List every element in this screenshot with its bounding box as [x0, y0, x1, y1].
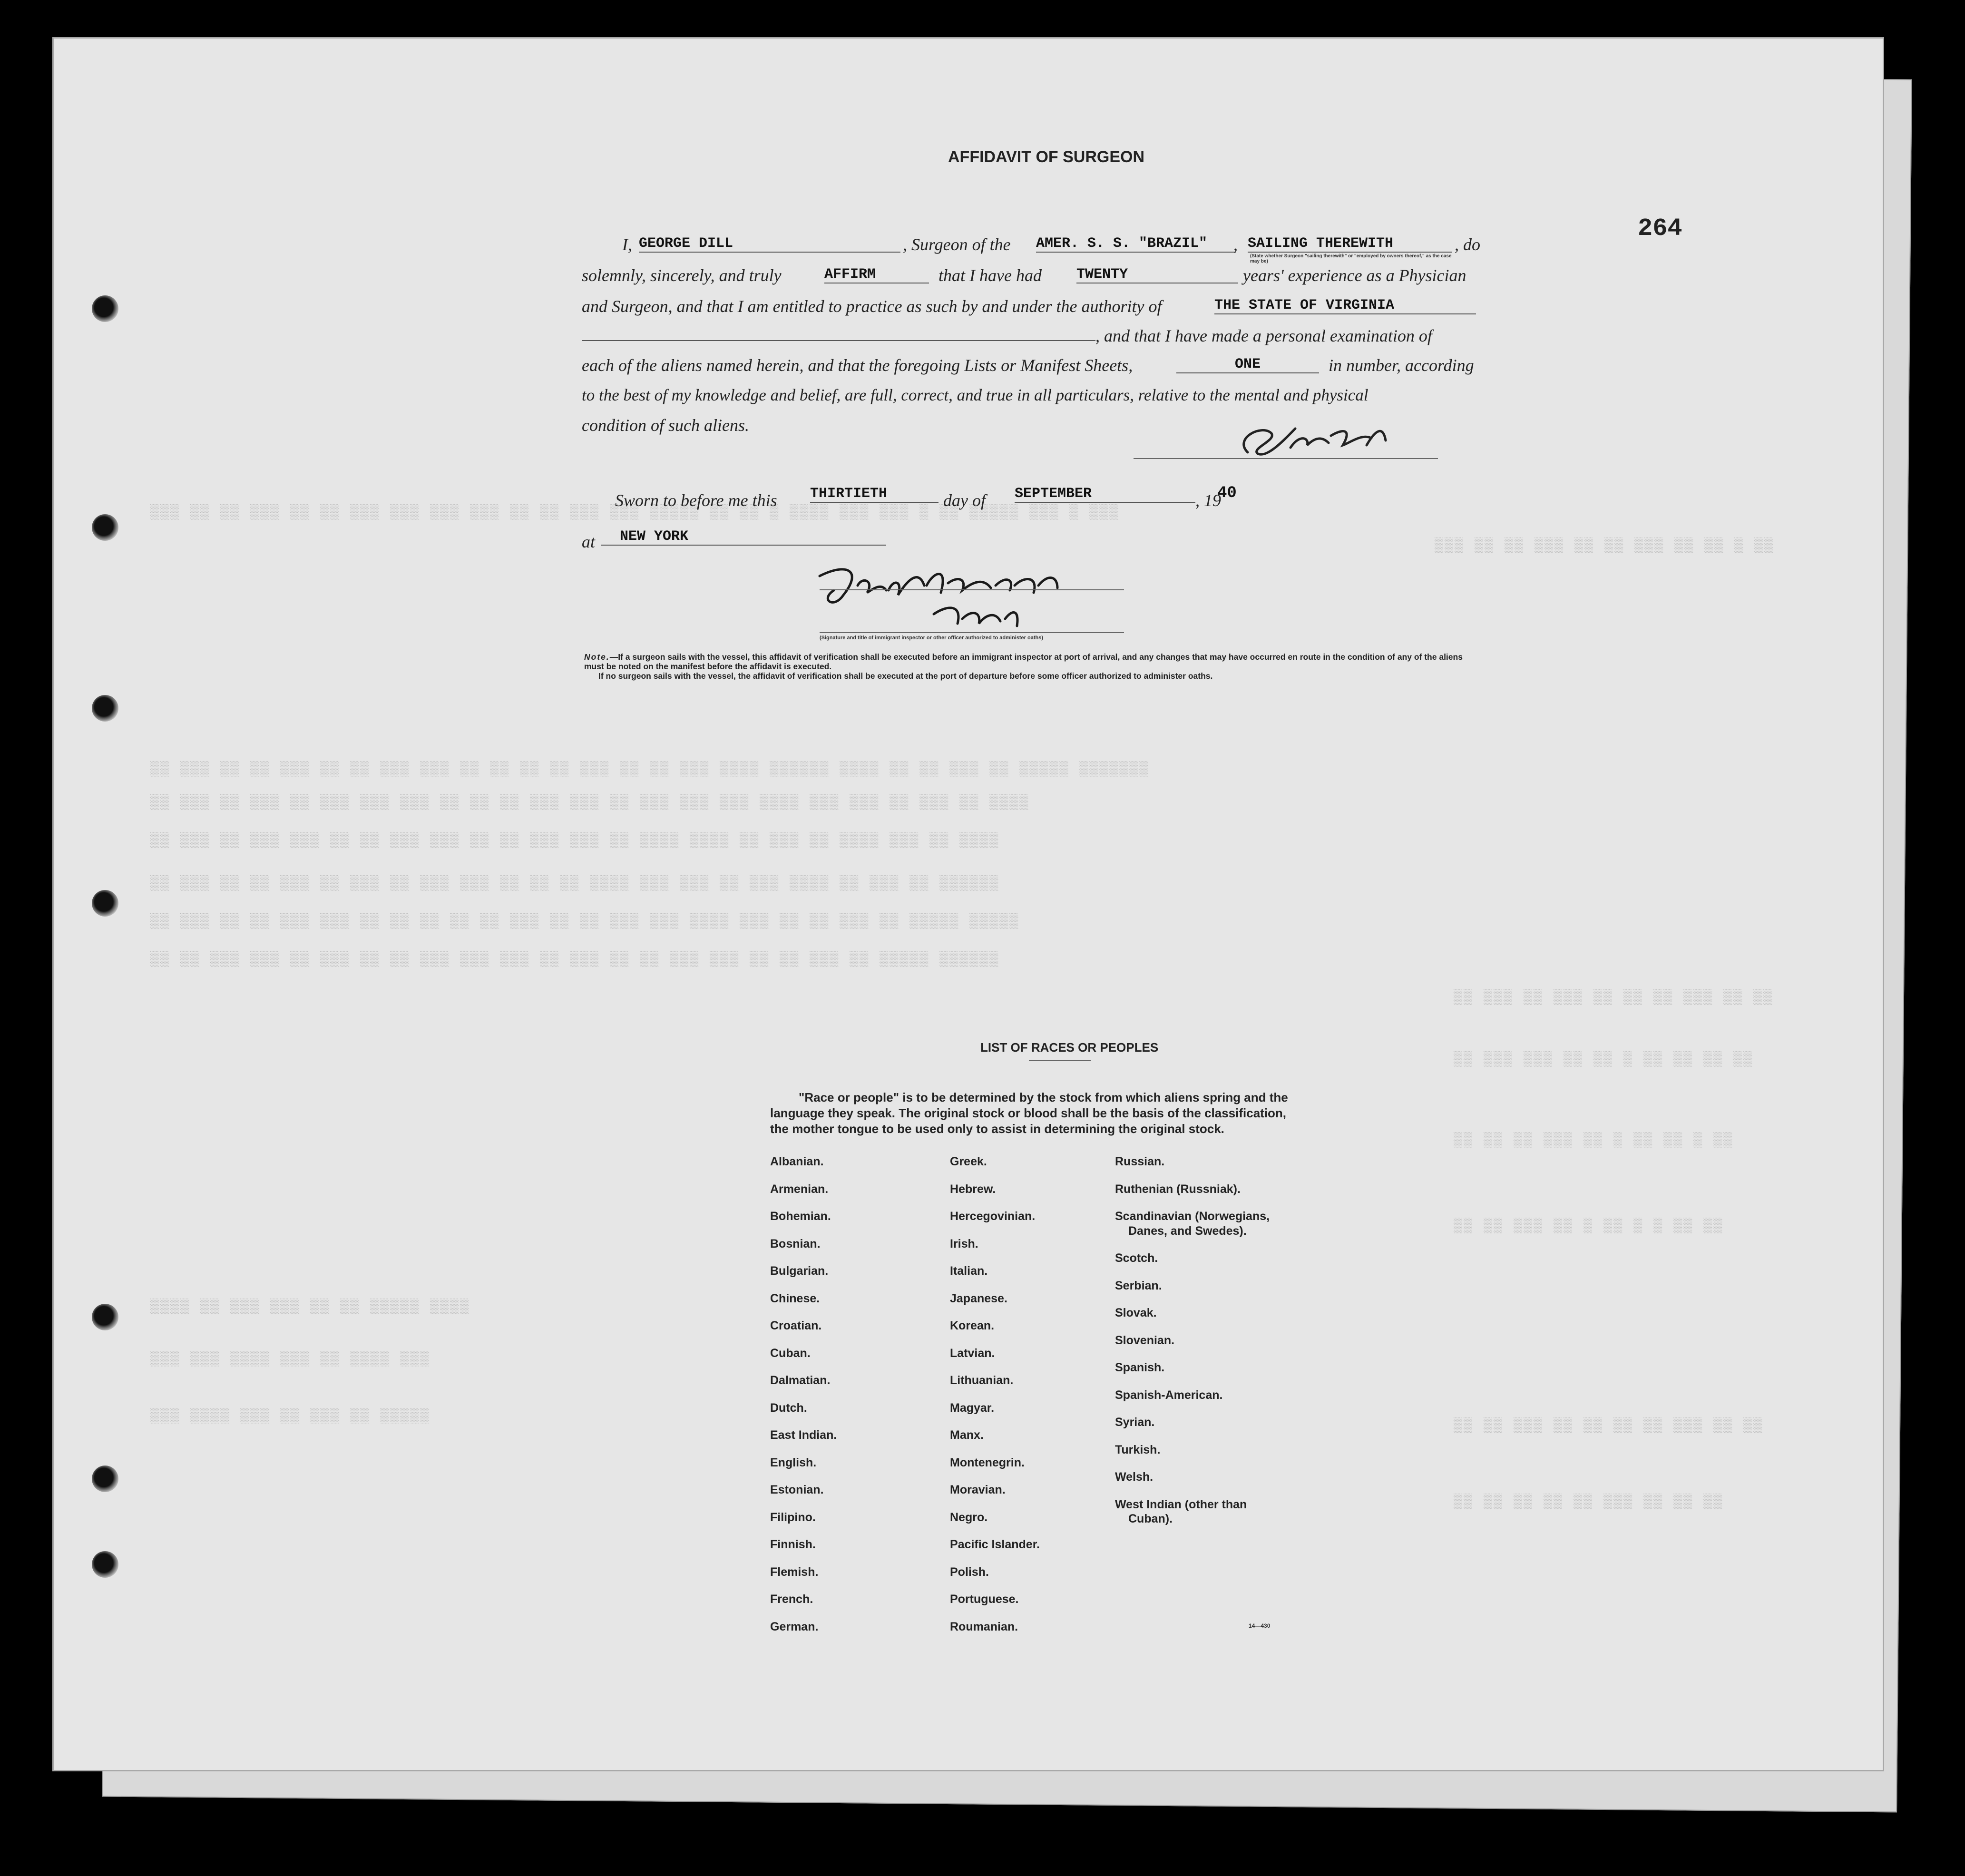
note-lead: Note.: [584, 652, 610, 662]
race-item: Dalmatian.: [770, 1374, 831, 1387]
sworn-year-field: 40: [1217, 484, 1237, 502]
race-item: Portuguese.: [950, 1593, 1019, 1606]
manifest-page: ▒▒▒ ▒ ▒▒▒ ▒▒▒▒▒ ▒▒ ▒ ▒▒▒ ▒▒▒ ▒▒▒▒ ▒ ▒▒ ▒▒ ▒▒▒▒▒ ▒▒▒ ▒▒▒ ▒▒ ▒▒ ▒▒▒ ▒▒▒ ▒▒▒ ▒▒▒ ▒▒ ▒▒ ▒▒▒ ▒▒ ▒▒ ▒▒▒ ▒▒ ▒ ▒▒ ▒▒ ▒▒▒ ▒▒ ▒▒ ▒▒▒ ▒▒ ▒▒ ▒▒▒ ▒▒▒▒▒▒▒ ▒▒▒▒▒ ▒▒ ▒▒▒ ▒▒ ▒▒ ▒▒▒▒ ▒▒▒▒▒▒ ▒▒▒▒ ▒▒▒ ▒▒ ▒▒ ▒▒▒ ▒▒ ▒▒ ▒▒ ▒▒ ▒▒▒ ▒▒▒ ▒▒ ▒▒ ▒▒▒ ▒▒ ▒▒ ▒▒▒ ▒▒ ▒▒▒▒ ▒▒ ▒▒▒ ▒▒ ▒▒▒ ▒▒▒ ▒▒▒▒ ▒▒▒ ▒▒▒ ▒▒▒ ▒▒ ▒▒▒ ▒▒▒ ▒▒ ▒▒ ▒▒ ▒▒▒ ▒▒▒ ▒▒▒ ▒▒ ▒▒▒ ▒▒ ▒▒▒ ▒▒ ▒▒▒▒ ▒▒ ▒▒▒ ▒▒▒▒ ▒▒ ▒▒▒ ▒▒ ▒▒▒▒ ▒▒▒▒ ▒▒ ▒▒▒ ▒▒▒ ▒▒ ▒▒ ▒▒▒ ▒▒▒ ▒▒ ▒▒ ▒▒▒ ▒▒▒ ▒▒ ▒▒▒ ▒▒ ▒▒▒▒▒▒ ▒▒ ▒▒▒ ▒▒ ▒▒▒▒ ▒▒▒ ▒▒ ▒▒▒ ▒▒▒ ▒▒▒▒ ▒▒ ▒▒ ▒▒ ▒▒▒ ▒▒▒ ▒▒ ▒▒▒ ▒▒ ▒▒▒ ▒▒ ▒▒ ▒▒▒ ▒▒ ▒▒▒▒▒ ▒▒▒▒▒ ▒▒ ▒▒▒ ▒▒ ▒▒ ▒▒▒ ▒▒▒▒ ▒▒▒ ▒▒▒ ▒▒ ▒▒ ▒▒▒ ▒▒ ▒▒ ▒▒ ▒▒ ▒▒ ▒▒▒ ▒▒▒ ▒▒ ▒▒ ▒▒▒ ▒▒ ▒▒▒▒▒▒ ▒▒▒▒▒ ▒▒ ▒▒▒ ▒▒ ▒▒ ▒▒▒ ▒▒▒ ▒▒ ▒▒ ▒▒▒ ▒▒ ▒▒▒ ▒▒▒ ▒▒▒ ▒▒ ▒▒ ▒▒▒ ▒▒ ▒▒▒ ▒▒▒ ▒▒ ▒▒ ▒▒ ▒▒ ▒▒▒ ▒▒ ▒▒ ▒▒ ▒▒▒ ▒▒ ▒▒▒ ▒▒ ▒▒ ▒▒ ▒▒ ▒▒ ▒ ▒▒ ▒▒ ▒▒▒ ▒▒▒ ▒▒ ▒▒ ▒ ▒▒ ▒▒ ▒ ▒▒ ▒▒▒ ▒▒ ▒▒ ▒▒ ▒▒ ▒▒ ▒ ▒ ▒▒ ▒ ▒▒ ▒▒▒ ▒▒ ▒▒ ▒▒▒▒ ▒▒▒▒▒ ▒▒ ▒▒ ▒▒▒ ▒▒▒ ▒▒ ▒▒▒▒ ▒▒▒ ▒▒▒▒ ▒▒ ▒▒▒ ▒▒▒▒ ▒▒▒ ▒▒▒ ▒▒▒▒▒ ▒▒ ▒▒▒ ▒▒ ▒▒▒ ▒▒▒▒ ▒▒▒ ▒▒ ▒▒ ▒▒▒ ▒▒ ▒▒ ▒▒ ▒▒ ▒▒▒ ▒▒ ▒▒ ▒▒ ▒▒ ▒▒ ▒▒▒ ▒▒ ▒▒ ▒▒ ▒▒ ▒▒ 264 AFFIDAVIT OF SURGEON I, GEORGE DILL , Surgeon of the AMER. S. S. "BRAZIL" , SAILING THEREWITH , do (State whether Surgeon "sailing therewith" or "employed by owners thereof," as the case may be) solemnly, sincerely, and truly AFFIRM that I have had TWENTY years' experience as a Physician and Surgeon, and that I am entitled to practice as such by and under the authority of THE STATE OF VIRGINIA , and that I have made a personal examination of each of the aliens named herein, and that the foregoing Lists or Manifest Sheets, ONE in number, according to the best of my knowledge and belief, are full, correct, and true in all particulars, relative to the mental and physical condition of such aliens. Sworn to before me this THIRTIETH day of SEPTEMBER , 19 40 at NEW YORK (Signature and title of immigrant inspector or other officer authorized to administer oaths) Note.—If a surgeon sails with the vessel, this affidavit of verification shall be executed before an immigrant inspector at port of arrival, and any changes that may have occurred en route in the condition of any of the aliens must be noted on the manifest before the affidavit is executed. If no surgeon sails with the vessel, the affidavit of verification shall be executed at the port of departure before some officer authorized to administer oaths. LIST OF RACES OR PEOPLES "Race or people" is to be determined by the stock from which aliens spring and the language they speak. The original stock or blood shall be the basis of the classification, the mother tongue to be used only to assist in determining the original stock. Albanian. Armenian. Bohemian. Bosnian. Bulgarian. Chinese. Croatian. Cuban. Dalmatian. Dutch. East Indian. English. Estonian. Filipino. Finnish. Flemish. French. German. Greek. Hebrew. Hercegovinian. Irish. Italian. Japanese. Korean. Latvian. Lithuanian. Magyar. Manx. Montenegrin. Moravian. Negro. Pacific Islander. Polish. Portuguese. Roumanian. Russian. Ruthenian (Russniak). Scandinavian (Norwegians, Danes, and Swedes). Scotch. Serbian. Slovak. Slovenian. Spanish. Spanish-American. Syrian. Turkish. Welsh. West Indian (other than Cuban). 14—430: [52, 37, 1884, 1771]
race-item: Armenian.: [770, 1182, 829, 1196]
race-item: Turkish.: [1115, 1443, 1161, 1456]
affidavit-text: , and that I have made a personal examination of: [1095, 326, 1432, 345]
race-item: Polish.: [950, 1565, 989, 1579]
sworn-text: at: [582, 532, 596, 551]
race-item: East Indian.: [770, 1428, 837, 1442]
race-item: Pacific Islander.: [950, 1538, 1040, 1551]
oath-type-field: AFFIRM: [824, 266, 929, 283]
sworn-text: day of: [943, 491, 986, 510]
race-item: Scotch.: [1115, 1251, 1158, 1265]
affidavit-text: ,: [1233, 235, 1238, 254]
race-item: Negro.: [950, 1510, 988, 1524]
affidavit-text: in number, according: [1329, 356, 1474, 375]
affidavit-text: , Surgeon of the: [903, 235, 1011, 254]
page-number: 264: [1638, 215, 1682, 243]
punch-hole: [92, 1304, 118, 1330]
surgeon-name-field: GEORGE DILL: [639, 235, 900, 253]
punch-hole: [92, 295, 118, 322]
race-item: English.: [770, 1456, 817, 1469]
years-field: TWENTY: [1076, 266, 1238, 283]
race-item: Scandinavian (Norwegians,: [1115, 1210, 1270, 1223]
inspector-line-2: [820, 632, 1124, 633]
races-intro-text: "Race or people" is to be determined by the stock from which aliens spring and the language they speak. The original stock or blood shall be the basis of the classification, the mother tongue to be used only to assist in determining the original stock.: [770, 1090, 1288, 1136]
affidavit-text: condition of such aliens.: [582, 416, 749, 435]
affidavit-text: I,: [622, 235, 632, 254]
race-item: Slovak.: [1115, 1306, 1157, 1319]
status-instruction: (State whether Surgeon "sailing therewith" or "employed by owners thereof," as the case may be): [1250, 254, 1452, 264]
sworn-month-field: SEPTEMBER: [1015, 486, 1195, 503]
races-title-rule: [1029, 1060, 1091, 1061]
race-item: Chinese.: [770, 1291, 820, 1305]
races-column-3: [1115, 1148, 1270, 1533]
affidavit-text: to the best of my knowledge and belief, are full, correct, and true in all particulars, relative to the mental and physical: [582, 386, 1369, 404]
race-item: Manx.: [950, 1428, 984, 1442]
affidavit-title: AFFIDAVIT OF SURGEON: [948, 148, 1145, 166]
race-item: Hercegovinian.: [950, 1210, 1036, 1223]
race-item: West Indian (other than: [1115, 1497, 1247, 1511]
inspector-signature: [791, 557, 1134, 643]
punch-hole: [92, 1466, 118, 1492]
vessel-name-field: AMER. S. S. "BRAZIL": [1036, 235, 1236, 253]
sworn-text: Sworn to before me this: [615, 491, 777, 510]
race-item: Danes, and Swedes).: [1128, 1224, 1247, 1238]
race-item: Spanish-American.: [1115, 1388, 1223, 1402]
race-item: Bohemian.: [770, 1210, 831, 1223]
race-item: Italian.: [950, 1264, 988, 1278]
race-item: Serbian.: [1115, 1279, 1162, 1292]
race-item: Korean.: [950, 1319, 995, 1332]
race-item: Syrian.: [1115, 1416, 1155, 1429]
race-item: Greek.: [950, 1155, 987, 1168]
race-item: Slovenian.: [1115, 1333, 1175, 1347]
affidavit-text: years' experience as a Physician: [1243, 266, 1466, 285]
affidavit-text: each of the aliens named herein, and that the foregoing Lists or Manifest Sheets,: [582, 356, 1133, 375]
note-text: —If a surgeon sails with the vessel, this affidavit of verification shall be executed before an immigrant inspector at port of arrival, and any changes that may have occurred en route in the condition of any of the aliens must be noted on the manifest before the affidavit is executed.: [584, 652, 1463, 671]
race-item: Welsh.: [1115, 1470, 1154, 1484]
inspector-caption: (Signature and title of immigrant inspector or other officer authorized to administer oaths): [820, 635, 1043, 641]
punch-hole: [92, 514, 118, 541]
sheet-count-field: ONE: [1176, 356, 1319, 373]
race-item: Finnish.: [770, 1538, 816, 1551]
race-item: Spanish.: [1115, 1361, 1165, 1374]
race-item: Hebrew.: [950, 1182, 996, 1196]
signature-line: [1134, 458, 1438, 459]
affidavit-text: , do: [1455, 235, 1480, 254]
form-number: 14—430: [1249, 1622, 1271, 1629]
race-item: Irish.: [950, 1237, 978, 1251]
affidavit-text: solemnly, sincerely, and truly: [582, 266, 782, 285]
surgeon-signature: [1219, 419, 1419, 462]
race-item: Montenegrin.: [950, 1456, 1025, 1469]
race-item: Russian.: [1115, 1155, 1165, 1168]
authority-continuation-field: [582, 326, 1095, 341]
race-item: Magyar.: [950, 1401, 995, 1415]
races-column-2: [950, 1148, 1040, 1641]
race-item: Ruthenian (Russniak).: [1115, 1182, 1241, 1196]
affidavit-text: and Surgeon, and that I am entitled to practice as such by and under the authority of: [582, 297, 1162, 316]
affidavit-text: that I have had: [939, 266, 1042, 285]
sworn-day-field: THIRTIETH: [810, 486, 939, 503]
race-item: Bulgarian.: [770, 1264, 829, 1278]
race-item: Latvian.: [950, 1346, 995, 1360]
race-item: Cuban.: [770, 1346, 811, 1360]
sworn-text: , 19: [1195, 491, 1221, 510]
races-title: LIST OF RACES OR PEOPLES: [980, 1040, 1159, 1055]
inspector-line-1: [820, 589, 1124, 590]
race-item: Cuban).: [1128, 1512, 1173, 1525]
race-item: Moravian.: [950, 1483, 1006, 1496]
punch-hole: [92, 890, 118, 917]
race-item: German.: [770, 1620, 819, 1633]
race-item: Dutch.: [770, 1401, 807, 1415]
punch-hole: [92, 695, 118, 722]
race-item: Flemish.: [770, 1565, 819, 1579]
verification-note: [584, 652, 1483, 681]
punch-hole: [92, 1551, 118, 1578]
race-item: Japanese.: [950, 1291, 1007, 1305]
sailing-status-field: SAILING THEREWITH: [1248, 235, 1452, 253]
race-item: Lithuanian.: [950, 1374, 1014, 1387]
authority-field: THE STATE OF VIRGINIA: [1214, 297, 1476, 314]
race-item: Estonian.: [770, 1483, 824, 1496]
races-intro: [770, 1090, 1303, 1137]
race-item: Roumanian.: [950, 1620, 1018, 1633]
race-item: Albanian.: [770, 1155, 824, 1168]
race-item: French.: [770, 1593, 813, 1606]
sworn-place-field: NEW YORK: [601, 528, 886, 546]
race-item: Bosnian.: [770, 1237, 821, 1251]
note-text-2: If no surgeon sails with the vessel, the affidavit of verification shall be executed at the port of departure before some officer authorized to administer oaths.: [598, 671, 1213, 681]
race-item: Croatian.: [770, 1319, 822, 1332]
race-item: Filipino.: [770, 1510, 816, 1524]
races-column-1: [770, 1148, 837, 1641]
